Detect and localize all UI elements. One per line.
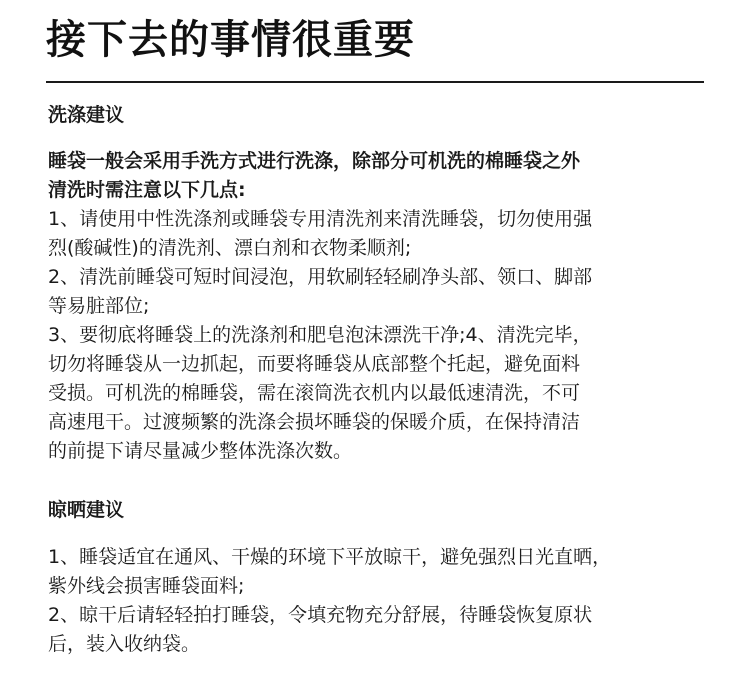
washing-line: 的前提下请尽量减少整体洗涤次数。 bbox=[48, 440, 353, 462]
drying-instructions bbox=[48, 543, 708, 659]
washing-heading: 洗涤建议 bbox=[48, 104, 125, 126]
washing-line: 3、要彻底将睡袋上的洗涤剂和肥皂泡沫漂洗干净;4、清洗完毕， bbox=[48, 324, 592, 346]
drying-heading: 晾晒建议 bbox=[48, 499, 125, 521]
washing-intro bbox=[48, 147, 708, 205]
page-title: 接下去的事情很重要 bbox=[46, 17, 415, 63]
washing-line: 受损。可机洗的棉睡袋，需在滚筒洗衣机内以最低速清洗，不可 bbox=[48, 382, 581, 404]
washing-instructions bbox=[48, 205, 708, 466]
washing-line: 切勿将睡袋从一边抓起，而要将睡袋从底部整个托起，避免面料 bbox=[48, 353, 581, 375]
title-divider bbox=[46, 81, 704, 83]
drying-line: 后，装入收纳袋。 bbox=[48, 633, 201, 655]
washing-line: 2、清洗前睡袋可短时间浸泡，用软刷轻轻刷净头部、领口、脚部 bbox=[48, 266, 593, 288]
drying-line: 紫外线会损害睡袋面料; bbox=[48, 575, 245, 597]
washing-intro-line: 睡袋一般会采用手洗方式进行洗涤，除部分可机洗的棉睡袋之外 bbox=[48, 150, 581, 172]
drying-line: 2、晾干后请轻轻拍打睡袋，令填充物充分舒展，待睡袋恢复原状 bbox=[48, 604, 593, 626]
washing-line: 1、请使用中性洗涤剂或睡袋专用清洗剂来清洗睡袋，切勿使用强 bbox=[48, 208, 593, 230]
washing-intro-line: 清洗时需注意以下几点: bbox=[48, 179, 246, 201]
washing-line: 烈(酸碱性)的清洗剂、漂白剂和衣物柔顺剂; bbox=[48, 237, 412, 259]
drying-line: 1、睡袋适宜在通风、干燥的环境下平放晾干，避免强烈日光直晒， bbox=[48, 546, 612, 568]
washing-line: 等易脏部位; bbox=[48, 295, 150, 317]
washing-line: 高速甩干。过渡频繁的洗涤会损坏睡袋的保暖介质，在保持清洁 bbox=[48, 411, 581, 433]
